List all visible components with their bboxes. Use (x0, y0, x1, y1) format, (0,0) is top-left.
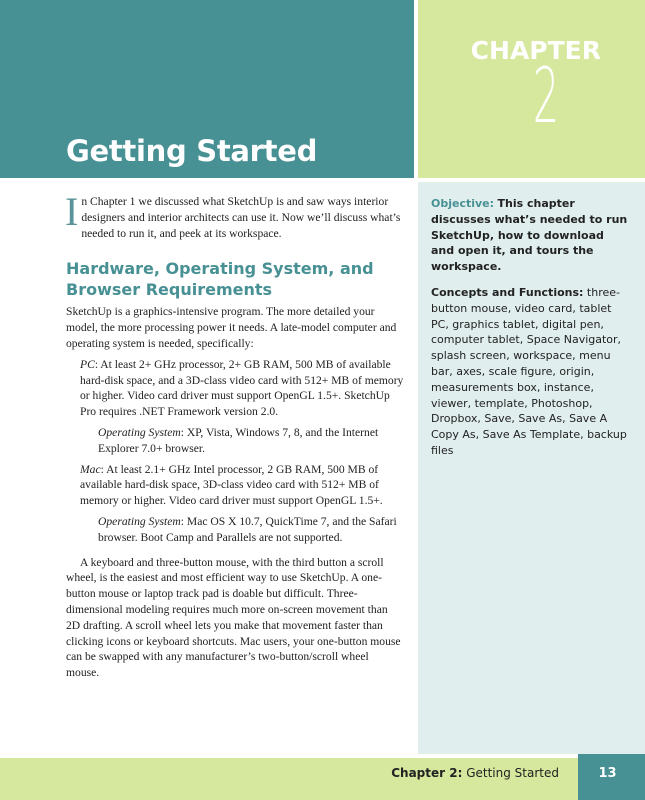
running-footer (391, 766, 559, 780)
concepts-block (431, 285, 629, 459)
mac-label: Mac (80, 462, 101, 476)
intro-paragraph (65, 189, 404, 241)
mouse-paragraph: A keyboard and three-button mouse, with the third button a scroll wheel, is the easiest and most efficient way to use SketchUp. A one-button mouse or laptop track pad is doable but difficult. Three-dimensional modeling requires much more on-screen movement than 2D drafting. A scroll wheel lets you make that movement faster than clicking icons or keyboard shortcuts. Mac users, your one-button mouse can be swapped with any manufacturer’s two-button/scroll wheel mouse. (66, 555, 401, 680)
section-heading: Hardware, Operating System, and Browser Requirements (66, 259, 374, 300)
objective-label: Objective: (431, 197, 495, 210)
intro-text: n Chapter 1 we discussed what SketchUp is and saw ways interior designers and interior architects can use it. Now we’ll discuss what’s needed to run it, and peek at its workspace. (81, 195, 401, 240)
objective-text: This chapter discusses what’s needed to run SketchUp, how to download and open it, and tours the workspace. (431, 197, 628, 274)
pc-requirements (80, 357, 404, 420)
sidebar-box (418, 182, 645, 754)
page-number: 13 (598, 766, 617, 781)
mac-requirements (80, 462, 404, 509)
page-number-box (578, 754, 645, 800)
mac-os-text: : Mac OS X 10.7, QuickTime 7, and the Safari browser. Boot Camp and Parallels are not supported. (98, 514, 397, 544)
main-column (65, 189, 404, 681)
pc-label: PC (80, 357, 95, 371)
mac-os-requirements (98, 514, 404, 546)
footer-chapter-label: Chapter 2: (391, 766, 463, 780)
drop-cap: I (65, 189, 79, 234)
pc-os-text: : XP, Vista, Windows 7, 8, and the Internet Explorer 7.0+ browser. (98, 425, 379, 455)
section-intro-paragraph: SketchUp is a graphics-intensive program. The more detailed your model, the more processing power it needs. A late-model computer and operating system is needed, specifically: (66, 305, 397, 350)
chapter-label: CHAPTER (470, 36, 601, 65)
pc-os-label: Operating System (98, 425, 181, 439)
chapter-number: 2 (532, 51, 559, 140)
sidebar-content (431, 196, 629, 459)
objective-block (431, 196, 629, 275)
footer-chapter-title: Getting Started (466, 766, 559, 780)
concepts-label: Concepts and Functions: (431, 285, 584, 299)
pc-text: : At least 2+ GHz processor, 2+ GB RAM, 500 MB of available hard-disk space, and a 3D-class video card with 512+ MB of memory or higher. Video card driver must support OpenGL 1.5+. SketchUp Pro requires .NET Framework version 2.0. (80, 357, 404, 419)
concepts-text: three-button mouse, video card, tablet PC, graphics tablet, digital pen, computer tablet, Space Navigator, splash screen, workspace, menu bar, axes, scale figure, origin, measurements box, instance, viewer, template, Photoshop, Dropbox, Save, Save As, Save A Copy As, Save As Template, backup files (431, 285, 627, 457)
mac-text: : At least 2.1+ GHz Intel processor, 2 GB RAM, 500 MB of available hard-disk space, 3D-class video card with 512+ MB of memory or higher. Video card driver must support OpenGL 1.5+. (80, 462, 383, 508)
mac-os-label: Operating System (98, 514, 181, 528)
pc-os-requirements (98, 425, 404, 457)
page-title: Getting Started (66, 134, 318, 168)
header-green-panel (418, 0, 645, 178)
